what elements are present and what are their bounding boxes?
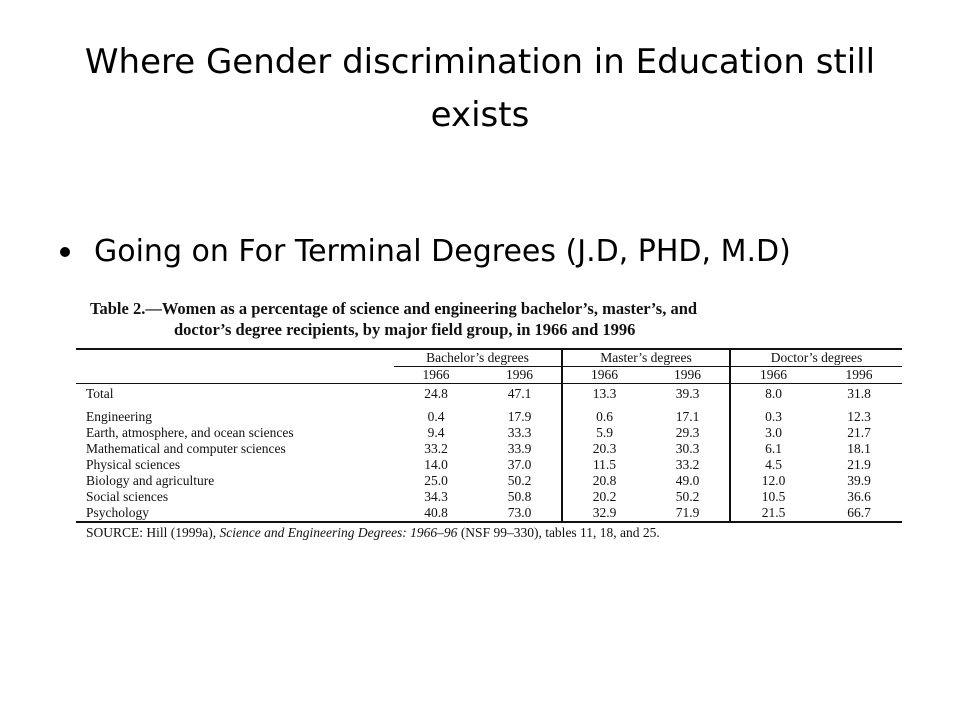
cell: 12.3 (847, 409, 871, 424)
row-label: Psychology (86, 505, 150, 520)
row-label: Biology and agriculture (86, 473, 215, 488)
table-figure (76, 298, 904, 541)
cell: 8.0 (765, 386, 782, 401)
cell: 24.8 (424, 386, 448, 401)
corner-cell (76, 349, 394, 367)
cell: 6.1 (765, 441, 782, 456)
group-header-bachelors: Bachelor’s degrees (394, 349, 562, 367)
cell: 33.2 (646, 457, 730, 473)
cell: 21.5 (761, 505, 786, 520)
cell: 36.6 (847, 489, 871, 504)
cell: 20.3 (592, 441, 617, 456)
cell: 17.9 (478, 409, 562, 425)
cell: 33.2 (424, 441, 448, 456)
cell: 20.8 (592, 473, 617, 488)
group-header-row (76, 349, 902, 367)
cell: 50.2 (478, 473, 562, 489)
source-prefix: SOURCE: Hill (1999a), (86, 525, 220, 540)
cell: 9.4 (427, 425, 445, 440)
table-source-note (76, 525, 904, 541)
bullet-item (60, 234, 920, 269)
year-header-row (76, 367, 902, 384)
group-header-masters: Master’s degrees (562, 349, 730, 367)
table-row (76, 473, 902, 489)
row-label: Social sciences (86, 489, 169, 504)
cell: 0.6 (596, 409, 613, 424)
table-row (76, 457, 902, 473)
cell: 0.4 (427, 409, 445, 424)
cell: 49.0 (646, 473, 730, 489)
cell: 39.3 (646, 384, 730, 410)
cell: 33.9 (478, 441, 562, 457)
table-row (76, 409, 902, 425)
cell: 33.3 (478, 425, 562, 441)
cell: 13.3 (592, 386, 617, 401)
cell: 47.1 (478, 384, 562, 410)
cell: 17.1 (646, 409, 730, 425)
year-header: 1996 (646, 367, 730, 384)
cell: 0.3 (765, 409, 782, 424)
year-corner-cell (76, 367, 394, 384)
cell: 37.0 (478, 457, 562, 473)
cell: 39.9 (847, 473, 871, 488)
cell: 40.8 (424, 505, 448, 520)
cell: 29.3 (646, 425, 730, 441)
table-row (76, 441, 902, 457)
year-header: 1966 (394, 367, 478, 384)
table-caption-line1: Table 2.—Women as a percentage of science and engineering bachelor’s, master’s, and (90, 299, 698, 318)
cell: 50.8 (478, 489, 562, 505)
bullet-icon (60, 247, 70, 257)
cell: 11.5 (592, 457, 617, 472)
table-row (76, 425, 902, 441)
source-suffix: (NSF 99–330), tables 11, 18, and 25. (457, 525, 660, 540)
cell: 50.2 (646, 489, 730, 505)
cell: 14.0 (424, 457, 448, 472)
year-header: 1966 (730, 367, 816, 384)
data-table (76, 348, 902, 523)
cell: 20.2 (592, 489, 617, 504)
cell: 30.3 (646, 441, 730, 457)
year-header: 1996 (816, 367, 902, 384)
table-caption (76, 298, 904, 340)
cell: 21.9 (847, 457, 871, 472)
cell: 21.7 (847, 425, 871, 440)
cell: 18.1 (847, 441, 871, 456)
cell: 73.0 (478, 505, 562, 522)
source-title: Science and Engineering Degrees: 1966–96 (219, 525, 458, 540)
row-label: Physical sciences (86, 457, 181, 472)
row-label: Mathematical and computer sciences (86, 441, 286, 456)
table-row (76, 505, 902, 522)
cell: 71.9 (646, 505, 730, 522)
cell: 34.3 (424, 489, 448, 504)
slide-title: Where Gender discrimination in Education still exists (84, 42, 876, 135)
cell: 3.0 (765, 425, 782, 440)
cell: 10.5 (761, 489, 786, 504)
table-caption-line2: doctor’s degree recipients, by major field group, in 1966 and 1996 (174, 320, 636, 339)
cell: 12.0 (761, 473, 786, 488)
year-header: 1966 (562, 367, 646, 384)
table-row (76, 489, 902, 505)
group-header-doctors: Doctor’s degrees (730, 349, 902, 367)
bullet-text: Going on For Terminal Degrees (J.D, PHD, M.D) (94, 234, 791, 269)
cell: 5.9 (596, 425, 613, 440)
row-label: Earth, atmosphere, and ocean sciences (86, 425, 294, 440)
year-header: 1996 (478, 367, 562, 384)
cell: 31.8 (847, 386, 871, 401)
cell: 66.7 (847, 505, 871, 520)
table-row (76, 384, 902, 410)
cell: 32.9 (592, 505, 617, 520)
cell: 4.5 (765, 457, 782, 472)
cell: 25.0 (424, 473, 448, 488)
row-label: Total (86, 386, 114, 401)
row-label: Engineering (86, 409, 152, 424)
